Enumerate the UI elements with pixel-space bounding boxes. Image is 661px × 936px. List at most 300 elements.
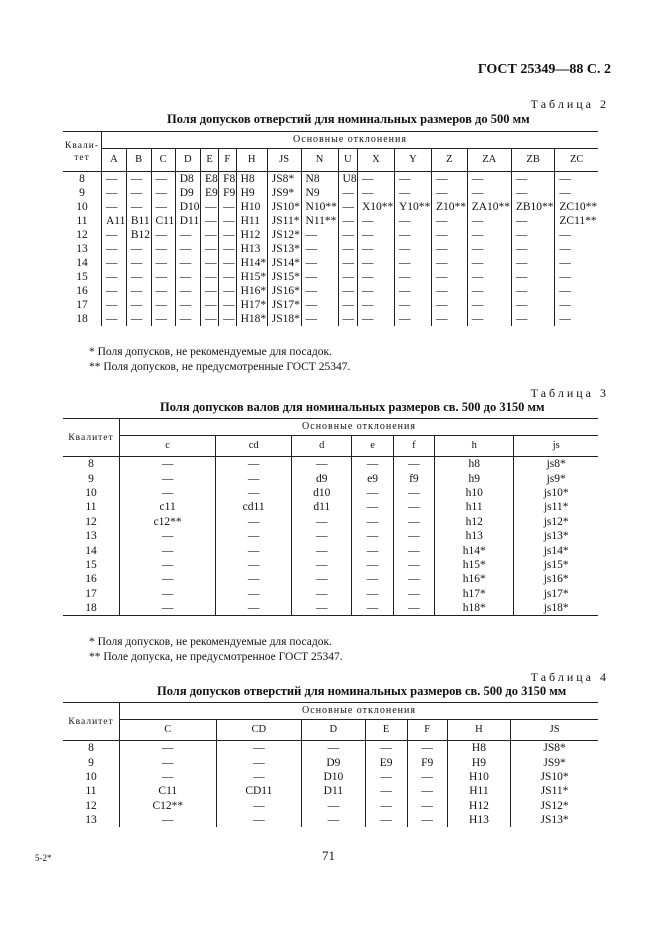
tolerance-cell: —	[175, 242, 200, 256]
tolerance-cell: js13*	[543, 530, 569, 543]
tolerance-cell: —	[357, 284, 394, 298]
tolerance-cell: —	[559, 243, 571, 255]
column-header: ZA	[467, 149, 511, 172]
tolerance-cell: —	[302, 799, 365, 813]
tolerance-cell: —	[151, 228, 175, 242]
tolerance-cell: —	[394, 242, 431, 256]
tolerance-cell: —	[352, 486, 393, 500]
tolerance-cell: —	[120, 770, 217, 784]
tolerance-cell: H13	[447, 813, 510, 827]
column-header: E	[365, 720, 407, 741]
tolerance-cell: —	[292, 543, 352, 557]
tolerance-cell: —	[216, 529, 292, 543]
column-header: C	[151, 149, 175, 172]
tolerance-cell: —	[467, 256, 511, 270]
tolerance-cell: —	[365, 770, 407, 784]
page-number: 71	[322, 848, 335, 863]
tolerance-cell: Z10**	[431, 200, 467, 214]
tolerance-cell: —	[393, 587, 434, 601]
tolerance-cell: —	[357, 270, 394, 284]
tolerance-cell: —	[219, 200, 236, 214]
table-row	[63, 298, 598, 312]
tolerance-cell: h17*	[435, 587, 514, 601]
tolerance-cell: —	[357, 242, 394, 256]
table-row	[63, 242, 598, 256]
tolerance-cell: —	[151, 284, 175, 298]
table3-label: Таблица 3	[530, 386, 609, 400]
tolerance-cell: —	[511, 186, 555, 200]
tolerance-cell: —	[393, 601, 434, 616]
tolerance-cell: —	[216, 741, 302, 756]
tolerance-cell: —	[511, 270, 555, 284]
tolerance-cell: d10	[292, 486, 352, 500]
tolerance-cell: —	[559, 173, 571, 185]
qualitet-cell: 15	[63, 558, 120, 572]
main-deviations-header: Основные отклонения	[102, 132, 599, 149]
column-header: F	[219, 149, 236, 172]
document-header: ГОСТ 25349—88 С. 2	[477, 62, 611, 77]
tolerance-cell: —	[338, 228, 357, 242]
tolerance-cell: —	[431, 242, 467, 256]
tolerance-cell: —	[120, 813, 217, 827]
tolerance-cell: h16*	[435, 572, 514, 586]
tolerance-cell: —	[467, 228, 511, 242]
tolerance-cell: H11	[236, 214, 267, 228]
tolerance-cell: —	[511, 298, 555, 312]
tolerance-cell: D11	[302, 784, 365, 798]
qualitet-cell: 8	[63, 741, 120, 756]
tolerance-cell: JS11*	[540, 785, 569, 798]
tolerance-cell: h13	[435, 529, 514, 543]
tolerance-cell: —	[219, 214, 236, 228]
table2-notes	[89, 345, 350, 375]
qualitet-cell: 11	[63, 214, 102, 228]
tolerance-cell: —	[394, 298, 431, 312]
tolerance-cell: —	[559, 299, 571, 311]
tolerance-cell: —	[467, 284, 511, 298]
tolerance-cell: JS14*	[267, 256, 301, 270]
tolerance-cell: C11	[120, 784, 217, 798]
tolerance-cell: —	[467, 186, 511, 200]
tolerance-cell: —	[301, 228, 338, 242]
tolerance-cell: —	[200, 298, 218, 312]
tolerance-cell: JS13*	[267, 242, 301, 256]
tolerance-cell: A11	[102, 214, 127, 228]
tolerance-cell: —	[394, 172, 431, 187]
tolerance-cell: —	[175, 284, 200, 298]
tolerance-cell: —	[338, 256, 357, 270]
tolerance-cell: js9*	[546, 472, 566, 485]
tolerance-cell: —	[102, 172, 127, 187]
tolerance-cell: —	[431, 270, 467, 284]
table-row	[63, 270, 598, 284]
column-header: Y	[394, 149, 431, 172]
tolerance-cell: —	[216, 572, 292, 586]
tolerance-cell: —	[126, 200, 151, 214]
tolerance-cell: —	[394, 312, 431, 326]
tolerance-cell: N9	[301, 186, 338, 200]
tolerance-cell: —	[338, 214, 357, 228]
tolerance-cell: —	[200, 214, 218, 228]
column-header-row	[63, 149, 598, 172]
column-header: D	[175, 149, 200, 172]
tolerance-cell: —	[352, 572, 393, 586]
tolerance-cell: —	[120, 457, 216, 472]
tolerance-cell: —	[394, 284, 431, 298]
tolerance-cell: D11	[175, 214, 200, 228]
qualitet-cell: 12	[63, 799, 120, 813]
qualitet-cell: 11	[63, 784, 120, 798]
tolerance-cell: js8*	[546, 458, 566, 471]
tolerance-cell: —	[292, 587, 352, 601]
tolerance-cell: —	[120, 601, 216, 616]
tolerance-cell: N8	[301, 172, 338, 187]
tolerance-cell: —	[559, 313, 571, 325]
tolerance-cell: JS15*	[267, 270, 301, 284]
tolerance-cell: —	[151, 172, 175, 187]
tolerance-cell: D10	[302, 770, 365, 784]
column-header: H	[447, 720, 510, 741]
tolerance-cell: —	[301, 270, 338, 284]
tolerance-cell: —	[407, 770, 447, 784]
tolerance-cell: —	[151, 312, 175, 326]
tolerance-cell: —	[352, 529, 393, 543]
tolerance-cell: —	[357, 214, 394, 228]
table-row	[63, 214, 598, 228]
qualitet-cell: 15	[63, 270, 102, 284]
tolerance-cell: —	[393, 572, 434, 586]
tolerance-cell: h15*	[435, 558, 514, 572]
tolerance-cell: —	[120, 471, 216, 485]
tolerance-cell: H17*	[236, 298, 267, 312]
tolerance-cell: js14*	[543, 544, 569, 557]
tolerance-cell: h12	[435, 515, 514, 529]
tolerance-cell: —	[407, 813, 447, 827]
table-row	[63, 770, 598, 784]
column-header: D	[302, 720, 365, 741]
tolerance-cell: —	[302, 741, 365, 756]
tolerance-cell: —	[151, 186, 175, 200]
table2-note-1: * Поля допусков, не рекомендуемые для посадок.	[89, 346, 332, 358]
column-header: e	[352, 436, 393, 457]
column-header: JS	[511, 720, 598, 741]
column-header: H	[236, 149, 267, 172]
qualitet-cell: 11	[63, 500, 120, 514]
tolerance-cell: —	[216, 558, 292, 572]
qualitet-header: Квалитет	[63, 419, 120, 457]
tolerance-cell: —	[352, 457, 393, 472]
tolerance-cell: —	[467, 270, 511, 284]
tolerance-cell: F8	[219, 172, 236, 187]
tolerance-cell: —	[338, 242, 357, 256]
tolerance-cell: ZC11**	[559, 215, 597, 227]
tolerance-cell: —	[102, 270, 127, 284]
tolerance-cell: H9	[447, 755, 510, 769]
tolerance-cell: d11	[292, 500, 352, 514]
tolerance-cell: —	[352, 543, 393, 557]
tolerance-cell: js16*	[543, 573, 569, 586]
qualitet-cell: 16	[63, 572, 120, 586]
tolerance-cell: —	[559, 285, 571, 297]
tolerance-cell: —	[394, 256, 431, 270]
tolerance-cell: —	[102, 312, 127, 326]
table-row	[63, 543, 598, 557]
qualitet-cell: 12	[63, 228, 102, 242]
table2-title: Поля допусков отверстий для номинальных размеров до 500 мм	[167, 112, 530, 126]
tolerance-cell: —	[292, 572, 352, 586]
tolerance-cell: —	[126, 284, 151, 298]
tolerance-cell: —	[216, 457, 292, 472]
tolerance-cell: —	[407, 741, 447, 756]
table-row	[63, 457, 598, 472]
tolerance-cell: ZB10**	[511, 200, 555, 214]
tolerance-cell: H15*	[236, 270, 267, 284]
tolerance-cell: —	[559, 187, 571, 199]
tolerance-cell: —	[511, 214, 555, 228]
column-header: c	[120, 436, 216, 457]
tolerance-cell: —	[126, 242, 151, 256]
qualitet-cell: 10	[63, 770, 120, 784]
tolerance-cell: H18*	[236, 312, 267, 326]
tolerance-cell: —	[151, 298, 175, 312]
column-header: h	[435, 436, 514, 457]
tolerance-cell: —	[431, 172, 467, 187]
tolerance-cell: H9	[236, 186, 267, 200]
qualitet-cell: 10	[63, 200, 102, 214]
tolerance-cell: —	[200, 228, 218, 242]
tolerance-cell: —	[292, 515, 352, 529]
tolerance-cell: H11	[447, 784, 510, 798]
column-header: A	[102, 149, 127, 172]
table-row	[63, 813, 598, 827]
tolerance-cell: —	[102, 186, 127, 200]
column-header: ZC	[555, 149, 598, 172]
tolerance-cell: —	[292, 558, 352, 572]
table-row	[63, 284, 598, 298]
table-row	[63, 200, 598, 214]
column-header: Z	[431, 149, 467, 172]
tolerance-cell: —	[102, 298, 127, 312]
tolerance-cell: D10	[175, 200, 200, 214]
tolerance-cell: —	[126, 312, 151, 326]
table-row	[63, 799, 598, 813]
tolerance-cell: h10	[435, 486, 514, 500]
tolerance-cell: —	[216, 515, 292, 529]
column-header: N	[301, 149, 338, 172]
tolerance-cell: —	[338, 312, 357, 326]
tolerance-cell: C11	[151, 214, 175, 228]
tolerance-cell: —	[393, 515, 434, 529]
tolerance-cell: js11*	[543, 501, 569, 514]
tolerance-cell: H14*	[236, 256, 267, 270]
tolerance-cell: —	[431, 214, 467, 228]
table3-notes	[89, 635, 343, 665]
qualitet-cell: 17	[63, 298, 102, 312]
tolerance-cell: —	[216, 755, 302, 769]
tolerance-cell: D8	[175, 172, 200, 187]
tolerance-cell: —	[301, 312, 338, 326]
tolerance-cell: JS17*	[267, 298, 301, 312]
table-row	[63, 587, 598, 601]
tolerance-cell: D9	[175, 186, 200, 200]
tolerance-cell: e9	[352, 471, 393, 485]
tolerance-cell: —	[126, 270, 151, 284]
tolerance-cell: js17*	[543, 587, 569, 600]
tolerance-cell: —	[120, 543, 216, 557]
main-deviations-header: Основные отклонения	[120, 703, 599, 720]
tolerance-cell: —	[352, 500, 393, 514]
tolerance-cell: —	[357, 172, 394, 187]
column-header: ZB	[511, 149, 555, 172]
tolerance-cell: js10*	[543, 486, 569, 499]
tolerance-cell: —	[292, 457, 352, 472]
table3	[63, 418, 598, 616]
tolerance-cell: —	[200, 284, 218, 298]
table-row	[63, 572, 598, 586]
tolerance-cell: —	[120, 572, 216, 586]
tolerance-cell: —	[126, 186, 151, 200]
tolerance-cell: —	[393, 486, 434, 500]
column-header-row	[63, 436, 598, 457]
tolerance-cell: —	[338, 186, 357, 200]
tolerance-cell: —	[120, 558, 216, 572]
tolerance-cell: F9	[407, 755, 447, 769]
tolerance-cell: —	[200, 270, 218, 284]
qualitet-cell: 13	[63, 529, 120, 543]
tolerance-cell: JS8*	[267, 172, 301, 187]
tolerance-cell: —	[407, 784, 447, 798]
tolerance-cell: —	[151, 200, 175, 214]
tolerance-cell: —	[301, 242, 338, 256]
table-row	[63, 755, 598, 769]
tolerance-cell: —	[431, 298, 467, 312]
tolerance-cell: JS16*	[267, 284, 301, 298]
tolerance-cell: —	[467, 214, 511, 228]
tolerance-cell: —	[407, 799, 447, 813]
tolerance-cell: —	[357, 298, 394, 312]
tolerance-cell: —	[219, 256, 236, 270]
tolerance-cell: —	[467, 298, 511, 312]
tolerance-cell: —	[175, 228, 200, 242]
column-header: X	[357, 149, 394, 172]
tolerance-cell: —	[175, 270, 200, 284]
table-row	[63, 741, 598, 756]
tolerance-cell: —	[216, 799, 302, 813]
tolerance-cell: JS9*	[267, 186, 301, 200]
tolerance-cell: —	[431, 256, 467, 270]
tolerance-cell: —	[467, 172, 511, 187]
qualitet-cell: 9	[63, 471, 120, 485]
tolerance-cell: —	[431, 312, 467, 326]
qualitet-cell: 8	[63, 457, 120, 472]
column-header: F	[407, 720, 447, 741]
tolerance-cell: h18*	[435, 601, 514, 616]
tolerance-cell: —	[338, 270, 357, 284]
qualitet-cell: 13	[63, 242, 102, 256]
tolerance-cell: —	[511, 284, 555, 298]
tolerance-cell: N11**	[301, 214, 338, 228]
tolerance-cell: —	[120, 741, 217, 756]
tolerance-cell: —	[102, 228, 127, 242]
qualitet-cell: 18	[63, 601, 120, 616]
qualitet-cell: 17	[63, 587, 120, 601]
table4-title: Поля допусков отверстий для номинальных размеров св. 500 до 3150 мм	[157, 684, 567, 698]
tolerance-cell: JS8*	[543, 742, 566, 755]
tolerance-cell: ZA10**	[467, 200, 511, 214]
tolerance-cell: —	[216, 587, 292, 601]
tolerance-cell: —	[338, 298, 357, 312]
tolerance-cell: —	[216, 543, 292, 557]
tolerance-cell: —	[120, 529, 216, 543]
column-header: cd	[216, 436, 292, 457]
tolerance-cell: h8	[435, 457, 514, 472]
tolerance-cell: E8	[200, 172, 218, 187]
tolerance-cell: JS11*	[267, 214, 301, 228]
tolerance-cell: —	[357, 228, 394, 242]
tolerance-cell: —	[219, 242, 236, 256]
main-deviations-header: Основные отклонения	[120, 419, 599, 436]
tolerance-cell: H13	[236, 242, 267, 256]
tolerance-cell: E9	[365, 755, 407, 769]
tolerance-cell: —	[216, 601, 292, 616]
tolerance-cell: Y10**	[394, 200, 431, 214]
table2-label: Таблица 2	[530, 97, 609, 111]
tolerance-cell: —	[393, 543, 434, 557]
tolerance-cell: —	[352, 601, 393, 616]
tolerance-cell: —	[219, 228, 236, 242]
tolerance-cell: —	[365, 813, 407, 827]
header-row	[63, 132, 598, 149]
tolerance-cell: JS18*	[267, 312, 301, 326]
table-row	[63, 256, 598, 270]
qualitet-cell: 12	[63, 515, 120, 529]
qualitet-header: Квали- тет	[63, 132, 102, 172]
tolerance-cell: h11	[435, 500, 514, 514]
qualitet-cell: 14	[63, 256, 102, 270]
tolerance-cell: —	[126, 256, 151, 270]
tolerance-cell: —	[352, 515, 393, 529]
tolerance-cell: X10**	[357, 200, 394, 214]
tolerance-cell: —	[467, 312, 511, 326]
tolerance-cell: js15*	[543, 558, 569, 571]
tolerance-cell: H8	[236, 172, 267, 187]
tolerance-cell: H12	[447, 799, 510, 813]
tolerance-cell: —	[200, 312, 218, 326]
table-row	[63, 601, 598, 616]
table3-note-2: ** Поле допуска, не предусмотренное ГОСТ 25347.	[89, 651, 343, 663]
qualitet-cell: 10	[63, 486, 120, 500]
qualitet-header: Квалитет	[63, 703, 120, 741]
table4	[63, 702, 598, 827]
tolerance-cell: —	[431, 284, 467, 298]
tolerance-cell: —	[200, 200, 218, 214]
tolerance-cell: —	[216, 813, 302, 827]
column-header: d	[292, 436, 352, 457]
tolerance-cell: h14*	[435, 543, 514, 557]
column-header-row	[63, 720, 598, 741]
tolerance-cell: H8	[447, 741, 510, 756]
column-header: U	[338, 149, 357, 172]
table3-note-1: * Поля допусков, не рекомендуемые для посадок.	[89, 636, 332, 648]
qualitet-cell: 14	[63, 543, 120, 557]
tolerance-cell: —	[175, 298, 200, 312]
tolerance-cell: —	[219, 298, 236, 312]
table-row	[63, 529, 598, 543]
tolerance-cell: E9	[200, 186, 218, 200]
tolerance-cell: —	[559, 271, 571, 283]
tolerance-cell: —	[431, 186, 467, 200]
tolerance-cell: H12	[236, 228, 267, 242]
